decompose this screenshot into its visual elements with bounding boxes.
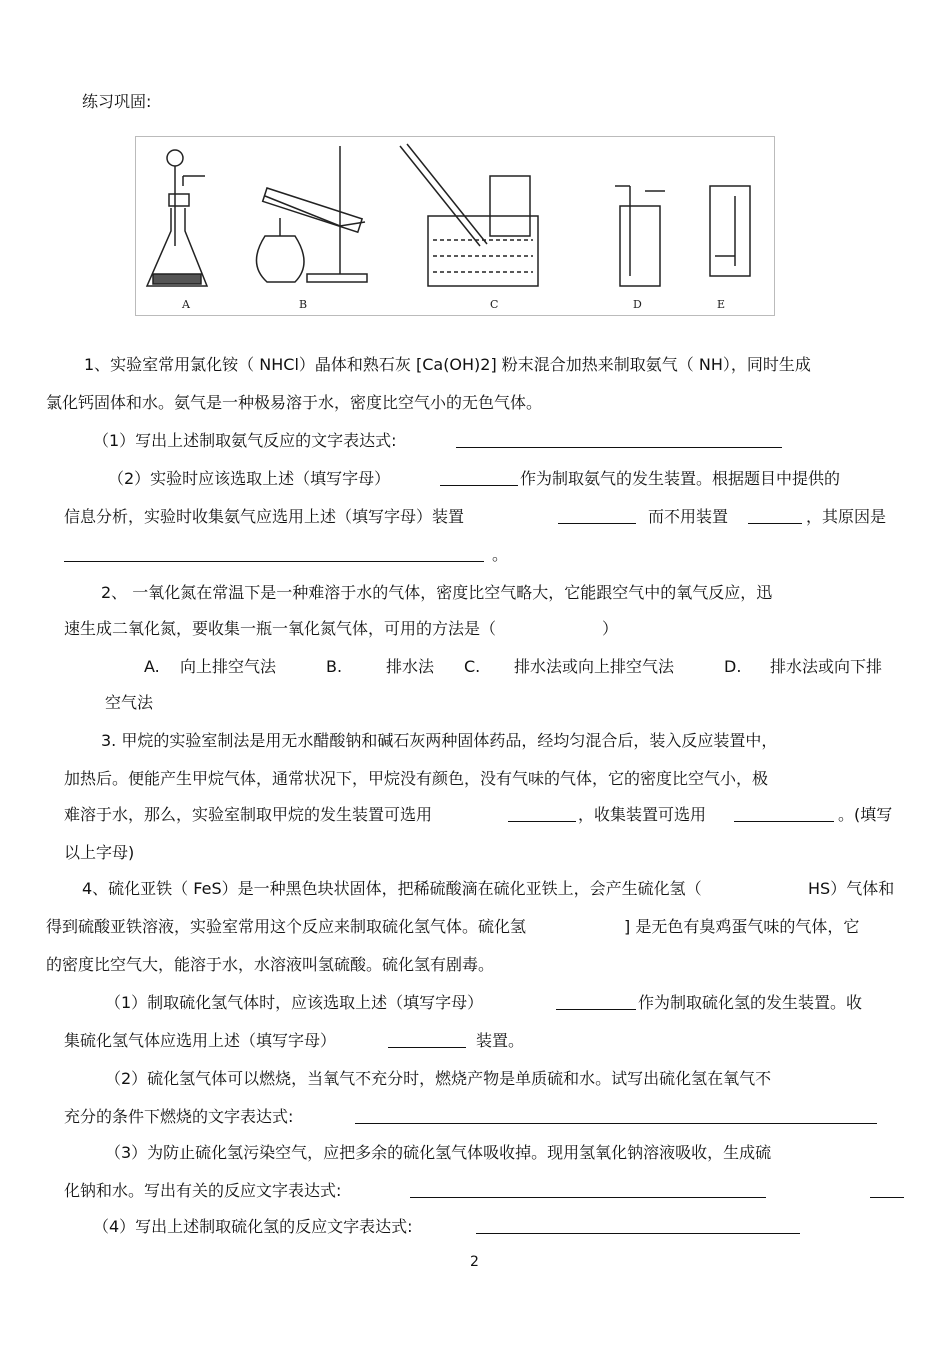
- q3-blank-1[interactable]: [508, 807, 576, 822]
- q3-line3-a: 难溶于水，那么，实验室制取甲烷的发生装置可选用: [64, 805, 433, 824]
- q2-option-c-key: C.: [464, 657, 481, 676]
- q2-option-b: 排水法: [386, 657, 435, 676]
- q2-option-d: 排水法或向下排: [770, 657, 883, 676]
- q1-part2-c: 信息分析，实验时收集氨气应选用上述（填写字母）装置: [64, 507, 465, 526]
- q4-part4: （4）写出上述制取硫化氢的反应文字表达式:: [93, 1217, 413, 1236]
- q4-part3-blank-2[interactable]: [870, 1183, 904, 1198]
- q2-line1: 2、 一氧化氮在常温下是一种难溶于水的气体，密度比空气略大，它能跟空气中的氧气反应，迅: [101, 583, 773, 602]
- q1-part2-end: 。: [492, 545, 509, 564]
- q1-part2-b: 作为制取氨气的发生装置。根据题目中提供的: [520, 469, 841, 488]
- q2-option-d-cont: 空气法: [105, 693, 154, 712]
- q1-part2-blank-2[interactable]: [558, 509, 636, 524]
- q4-part3-b: 化钠和水。写出有关的反应文字表达式:: [64, 1181, 342, 1200]
- q3-line4: 以上字母): [64, 843, 135, 862]
- q4-part3-blank-1[interactable]: [410, 1183, 766, 1198]
- q4-part1-blank-1[interactable]: [556, 995, 636, 1010]
- figure-label-d: D: [633, 298, 642, 311]
- q4-part1-b: 作为制取硫化氢的发生装置。收: [638, 993, 863, 1012]
- q3-line3-c: 。(填写: [838, 805, 893, 824]
- q4-part2-blank[interactable]: [355, 1109, 877, 1124]
- q4-part2-b: 充分的条件下燃烧的文字表达式:: [64, 1107, 294, 1126]
- q1-line2: 氯化钙固体和水。氨气是一种极易溶于水，密度比空气小的无色气体。: [46, 393, 543, 412]
- q1-part2-blank-1[interactable]: [440, 471, 518, 486]
- q2-line2: 速生成二氧化氮，要收集一瓶一氧化氮气体，可用的方法是（: [64, 619, 497, 638]
- q3-line1: 3. 甲烷的实验室制法是用无水醋酸钠和碱石灰两种固体药品，经均匀混合后，装入反应装置中，: [101, 731, 778, 750]
- figure-label-a: A: [182, 298, 190, 311]
- q1-part1-blank[interactable]: [456, 433, 782, 448]
- q2-option-a-key: A.: [144, 657, 160, 676]
- q4-part1-c: 集硫化氢气体应选用上述（填写字母）: [64, 1031, 337, 1050]
- q3-line3-b: ，收集装置可选用: [578, 805, 707, 824]
- q2-option-b-key: B.: [326, 657, 343, 676]
- q4-line3: 的密度比空气大，能溶于水，水溶液叫氢硫酸。硫化氢有剧毒。: [46, 955, 495, 974]
- q4-line2-b: ] 是无色有臭鸡蛋气味的气体，它: [624, 917, 860, 936]
- q1-part2-blank-3[interactable]: [748, 509, 802, 524]
- apparatus-d: [615, 186, 665, 286]
- q4-part2-a: （2）硫化氢气体可以燃烧，当氧气不充分时，燃烧产物是单质硫和水。试写出硫化氢在氧气不: [105, 1069, 772, 1088]
- figure-label-c: C: [490, 298, 499, 311]
- q1-part1: （1）写出上述制取氨气反应的文字表达式:: [93, 431, 397, 450]
- page-number: 2: [470, 1254, 479, 1270]
- q1-part2-a: （2）实验时应该选取上述（填写字母）: [108, 469, 391, 488]
- q1-part2-blank-4[interactable]: [64, 547, 484, 562]
- section-heading: 练习巩固:: [82, 92, 152, 111]
- apparatus-figure: [135, 136, 775, 316]
- apparatus-e: [710, 186, 750, 276]
- q4-part4-blank[interactable]: [476, 1219, 800, 1234]
- q4-part3-a: （3）为防止硫化氢污染空气，应把多余的硫化氢气体吸收掉。现用氢氧化钠溶液吸收，生成硫: [105, 1143, 772, 1162]
- q3-blank-2[interactable]: [734, 807, 834, 822]
- apparatus-a: [147, 150, 207, 286]
- q4-part1-d: 装置。: [476, 1031, 525, 1050]
- q4-part1-a: （1）制取硫化氢气体时，应该选取上述（填写字母）: [105, 993, 484, 1012]
- q4-line2-a: 得到硫酸亚铁溶液，实验室常用这个反应来制取硫化氢气体。硫化氢: [46, 917, 527, 936]
- q1-part2-d: 而不用装置: [648, 507, 729, 526]
- figure-label-e: E: [717, 298, 726, 311]
- q2-option-c: 排水法或向上排空气法: [514, 657, 675, 676]
- figure-label-b: B: [299, 298, 308, 311]
- q4-line1: 4、硫化亚铁（ FeS）是一种黑色块状固体，把稀硫酸滴在硫化亚铁上，会产生硫化氢（: [82, 879, 702, 898]
- apparatus-b: [256, 146, 367, 282]
- apparatus-illustration: [135, 136, 775, 316]
- q1-line1: 1、实验室常用氯化铵（ NHCl）晶体和熟石灰 [Ca(OH)2] 粉末混合加热来制取氨气（ NH），同时生成: [84, 355, 811, 374]
- q3-line2: 加热后。便能产生甲烷气体，通常状况下，甲烷没有颜色，没有气味的气体，它的密度比空气小，极: [64, 769, 769, 788]
- q1-part2-e: ，其原因是: [806, 507, 887, 526]
- q2-line2-end: ）: [602, 619, 619, 638]
- q2-option-d-key: D.: [724, 657, 742, 676]
- q2-option-a: 向上排空气法: [180, 657, 277, 676]
- apparatus-c: [400, 144, 538, 286]
- q4-part1-blank-2[interactable]: [388, 1033, 466, 1048]
- q4-line1-b: HS）气体和: [808, 879, 895, 898]
